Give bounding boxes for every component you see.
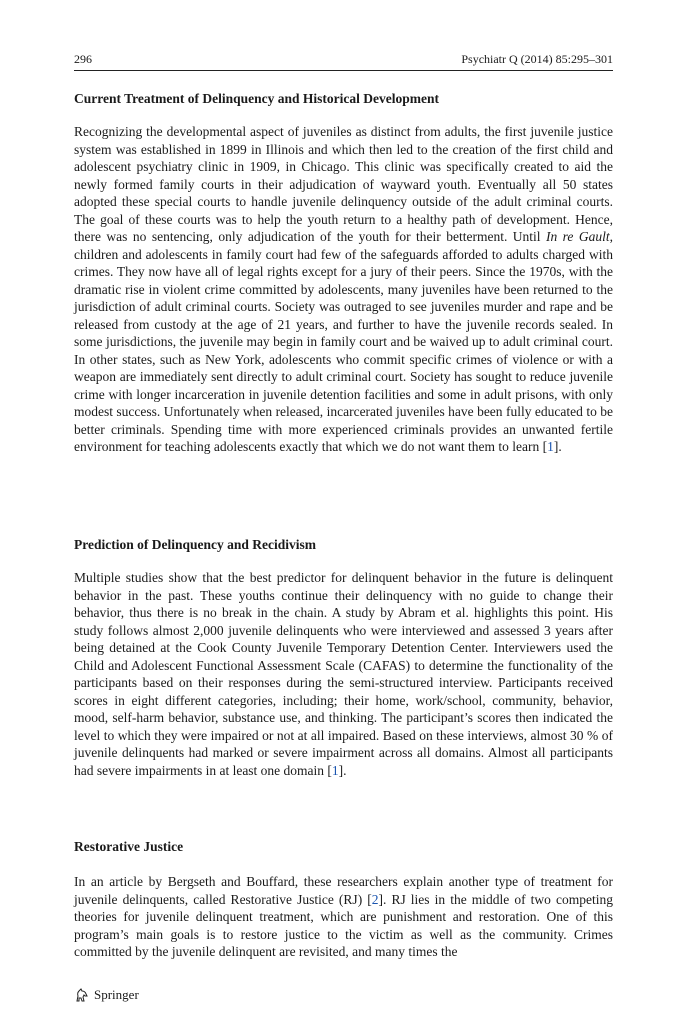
section-body-prediction: Multiple studies show that the best predictor for delinquent behavior in the future is delinquent behavior in the past. These youths continue their delinquency with no guide to change their behavior, thus there is no break in the chain. A study by Abram et al. highlights this point. His study follows almost 2,000 juvenile delinquents who were interviewed and assessed 3 years after being detained at the Cook County Juvenile Temporary Detention Center. Interviewers used the Child and Adolescent Functional Assessment Scale (CAFAS) to determine the functionality of the participants based on their responses during the semi-structured interview. Participants received scores in eight different categories, including; their home, work/school, community, behavior, mood, self-harm behavior, substance use, and thinking. The participant’s scores then indicated the level to which they were impaired or not at all impaired. Based on these interviews, almost 30 % of juvenile delinquents had marked or severe impairment across all domains. Almost all participants had severe impairments in at least one domain [1].: [74, 570, 613, 778]
running-header: [74, 50, 613, 68]
section-body-current-treatment: Recognizing the developmental aspect of juveniles as distinct from adults, the first juvenile justice system was established in 1899 in Illinois and which then led to the creation of the first child and adolescent psychiatry clinic in 1909, in Chicago. This clinic was specifically created to aid the newly formed family courts in their adjudication of wayward youth. Eventually all 50 states adopted these special courts to handle juvenile delinquency outside of the adult criminal courts. The goal of these courts was to help the youth return to a healthy path of development. Hence, there was no sentencing, only adjudication of the youth for their betterment. Until In re Gault, children and adolescents in family court had few of the safeguards afforded to adults charged with crimes. They now have all of legal rights except for a jury of their peers. Since the 1970s, with the dramatic rise in violent crime committed by adolescents, many juveniles have been returned to the jurisdiction of adult criminal courts. Society was outraged to see juveniles murder and rape and be released from custody at the age of 21 years, and further to have the juvenile records sealed. In some jurisdictions, the juvenile may begin in family court and be waived up to adult criminal court. In other states, such as New York, adolescents who commit specific crimes of violence or with a weapon are immediately sent directly to adult criminal court. Society has sought to reduce juvenile crime with longer incarceration in juvenile detention facilities and some in adult prisons, with only modest success. Unfortunately when released, incarcerated juveniles have been fully educated to be better criminals. Spending time with more experienced criminals provides an unwanted fertile environment for teaching adolescents exactly that which we do not want them to learn [1].: [74, 124, 613, 454]
publisher-footer: [74, 985, 139, 1005]
case-name: In re Gault: [545, 229, 610, 244]
section-body-restorative-justice: In an article by Bergseth and Bouffard, these researchers explain another type of treatment for juvenile delinquents, called Restorative Justice (RJ) [2]. RJ lies in the middle of two competing theories for juvenile delinquent treatment, which are punishment and restoration. One of this program’s main goals is to restore justice to the victim as well as the community. Crimes committed by the juvenile delinquent are revisited, and many times the: [74, 874, 613, 959]
citation-link[interactable]: 1: [331, 762, 339, 778]
section-title-prediction: Prediction of Delinquency and Recidivism: [74, 537, 317, 552]
section-title-restorative-justice: Restorative Justice: [74, 839, 184, 854]
header-rule: [74, 70, 613, 71]
citation-link[interactable]: 1: [547, 439, 554, 454]
page-number: 296: [74, 52, 92, 66]
journal-citation: Psychiatr Q (2014) 85:295–301: [461, 52, 613, 66]
publisher-name: Springer: [94, 987, 139, 1002]
section-title-current-treatment: Current Treatment of Delinquency and Historical Development: [74, 91, 439, 106]
springer-horse-icon: [74, 987, 90, 1003]
citation-link[interactable]: 2: [371, 891, 379, 907]
